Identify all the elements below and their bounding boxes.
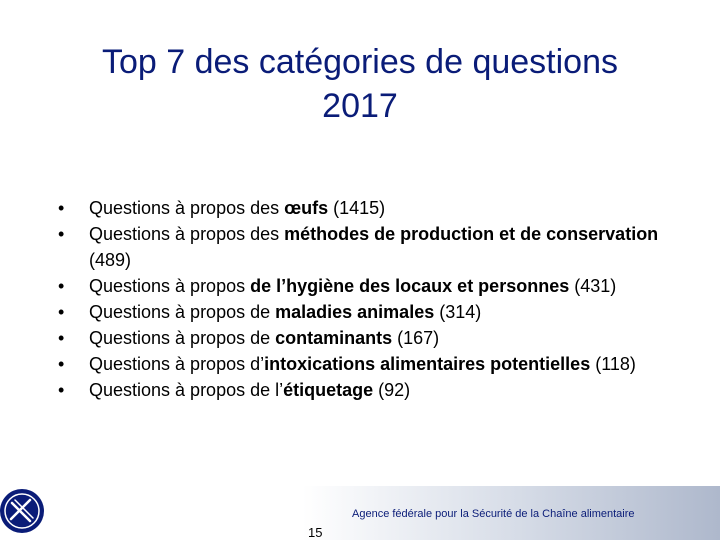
bullet-text-pre: Questions à propos de l’ bbox=[89, 380, 284, 400]
bullet-text-bold: de l’hygiène des locaux et personnes bbox=[250, 276, 570, 296]
bullet-dot-icon: • bbox=[58, 302, 65, 322]
afsca-fork-knife-logo-icon bbox=[0, 481, 52, 533]
bullet-item bbox=[58, 221, 678, 273]
page-number: 15 bbox=[308, 525, 323, 540]
bullet-text bbox=[89, 302, 481, 322]
bullet-text bbox=[89, 198, 385, 218]
bullet-text-post: (489) bbox=[89, 250, 132, 270]
bullet-text-bold: maladies animales bbox=[275, 302, 435, 322]
slide-title-line-2: 2017 bbox=[322, 87, 398, 125]
bullet-text-bold: intoxications alimentaires potentielles bbox=[264, 354, 591, 374]
bullet-item bbox=[58, 195, 678, 221]
bullet-text-bold: méthodes de production et de conservation bbox=[284, 224, 659, 244]
bullet-item bbox=[58, 351, 678, 377]
bullet-dot-icon: • bbox=[58, 328, 65, 348]
bullet-dot-icon: • bbox=[58, 198, 65, 218]
bullet-text-post: (431) bbox=[569, 276, 617, 296]
bullet-text-pre: Questions à propos de bbox=[89, 328, 276, 348]
bullet-text bbox=[89, 380, 410, 400]
bullet-text-pre: Questions à propos des bbox=[89, 224, 285, 244]
bullet-text-post: (314) bbox=[434, 302, 482, 322]
bullet-text-post: (1415) bbox=[328, 198, 386, 218]
bullet-dot-icon: • bbox=[58, 276, 65, 296]
bullet-text-post: (167) bbox=[392, 328, 440, 348]
bullet-text-bold: étiquetage bbox=[283, 380, 374, 400]
slide-title bbox=[40, 40, 680, 128]
bullet-text-bold: œufs bbox=[284, 198, 329, 218]
bullet-text-pre: Questions à propos d’ bbox=[89, 354, 265, 374]
bullet-item bbox=[58, 377, 678, 403]
bullet-dot-icon: • bbox=[58, 354, 65, 374]
bullet-text-post: (92) bbox=[373, 380, 411, 400]
slide-title-line-1: Top 7 des catégories de questions bbox=[101, 43, 618, 81]
bullet-text bbox=[89, 276, 616, 296]
agency-name: Agence fédérale pour la Sécurité de la Chaîne alimentaire bbox=[352, 508, 635, 520]
bullet-text bbox=[89, 328, 439, 348]
bullet-text-pre: Questions à propos bbox=[89, 276, 251, 296]
bullet-item bbox=[58, 325, 678, 351]
bullet-item bbox=[58, 273, 678, 299]
bullet-text-pre: Questions à propos de bbox=[89, 302, 276, 322]
bullet-text-bold: contaminants bbox=[275, 328, 393, 348]
bullet-text bbox=[89, 354, 636, 374]
bullet-text bbox=[89, 224, 658, 270]
bullet-text-post: (118) bbox=[590, 354, 636, 374]
bullet-text-pre: Questions à propos des bbox=[89, 198, 285, 218]
bullet-item bbox=[58, 299, 678, 325]
bullet-list bbox=[58, 195, 678, 403]
bullet-dot-icon: • bbox=[58, 380, 65, 400]
bullet-dot-icon: • bbox=[58, 224, 65, 244]
